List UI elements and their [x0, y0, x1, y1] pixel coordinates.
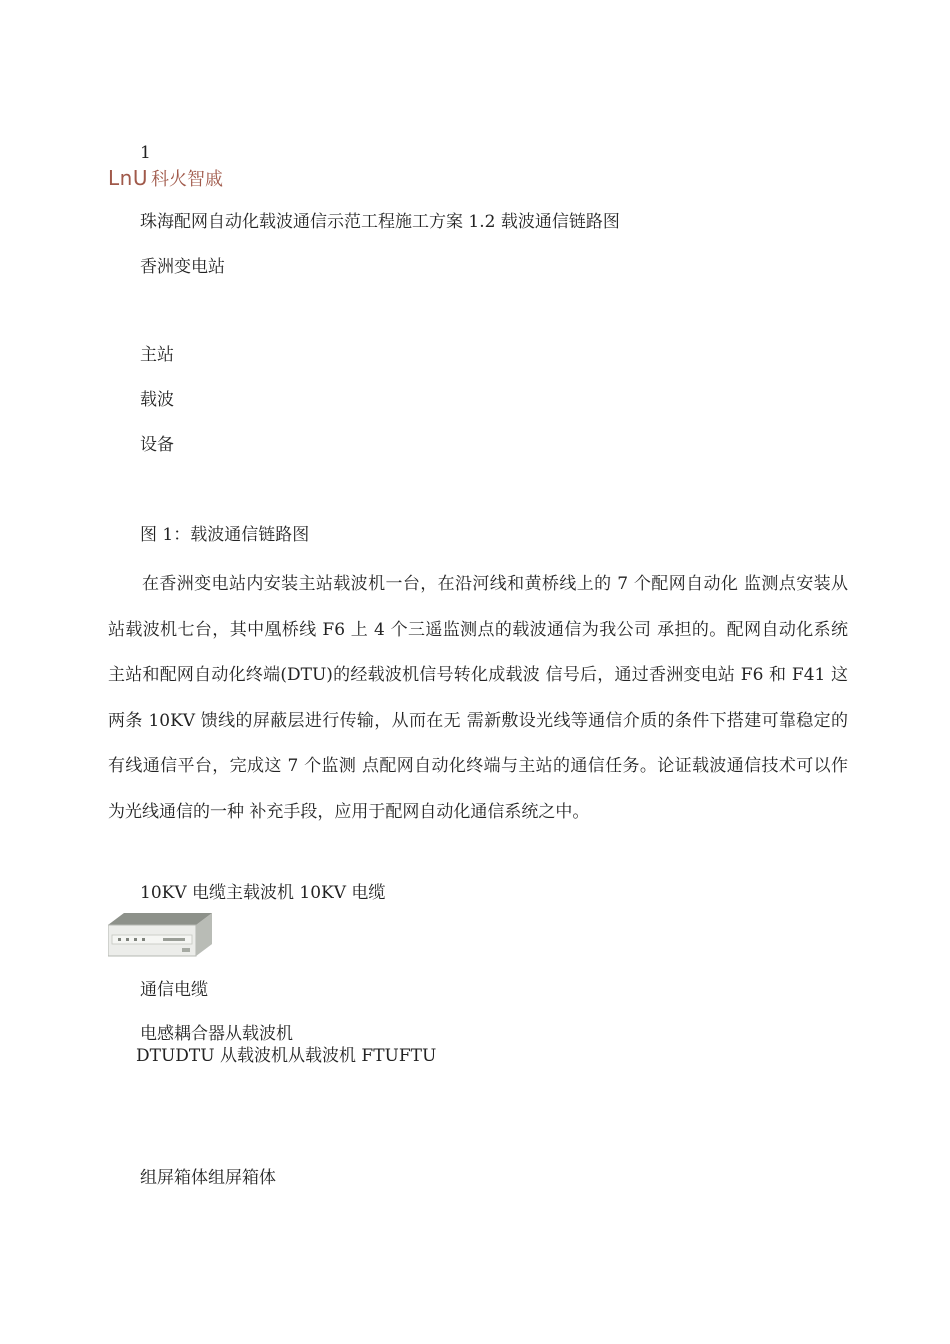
coupler-label: 电感耦合器从载波机 [140, 1024, 293, 1044]
diagram-label-carrier: 载波 [140, 390, 174, 410]
body-paragraph: 在香洲变电站内安装主站载波机一台，在沿河线和黄桥线上的 7 个配网自动化 监测点安装从站载波机七台，其中凰桥线 F6 上 4 个三遥监测点的载波通信为我公司 承担的。配网自动化系统主站和配网自动化终端(DTU)的经载波机信号转化成载波 信号后，通过香洲变电站 F6 和 F41 这两条 10KV 馈线的屏蔽层进行传输，从而在无 需新敷设光线等通信介质的条件下搭建可靠稳定的有线通信平台，完成这 7 个监测 点配网自动化终端与主站的通信任务。论证载波通信技术可以作为光线通信的一种 补充手段，应用于配网自动化通信系统之中。 [108, 574, 848, 822]
cable-row-label: 10KV 电缆主载波机 10KV 电缆 [140, 883, 386, 903]
document-title-line: 珠海配网自动化载波通信示范工程施工方案 1.2 载波通信链路图 [140, 212, 620, 232]
logo-latin-text: LnU [108, 166, 148, 190]
cabinet-label: 组屏箱体组屏箱体 [140, 1168, 276, 1188]
dtu-row-label: DTUDTU 从载波机从载波机 FTUFTU [136, 1046, 437, 1066]
carrier-unit-icon [108, 911, 212, 958]
figure-caption: 图 1：载波通信链路图 [140, 525, 310, 545]
carrier-device-image [108, 911, 212, 958]
station-label: 香洲变电站 [140, 257, 225, 277]
logo-cjk-text: 科火智戚 [150, 169, 223, 190]
diagram-label-device: 设备 [140, 435, 174, 455]
page-number: 1 [140, 143, 151, 163]
company-logo [108, 168, 223, 189]
comm-cable-label: 通信电缆 [140, 980, 208, 1000]
diagram-label-main: 主站 [140, 345, 174, 365]
